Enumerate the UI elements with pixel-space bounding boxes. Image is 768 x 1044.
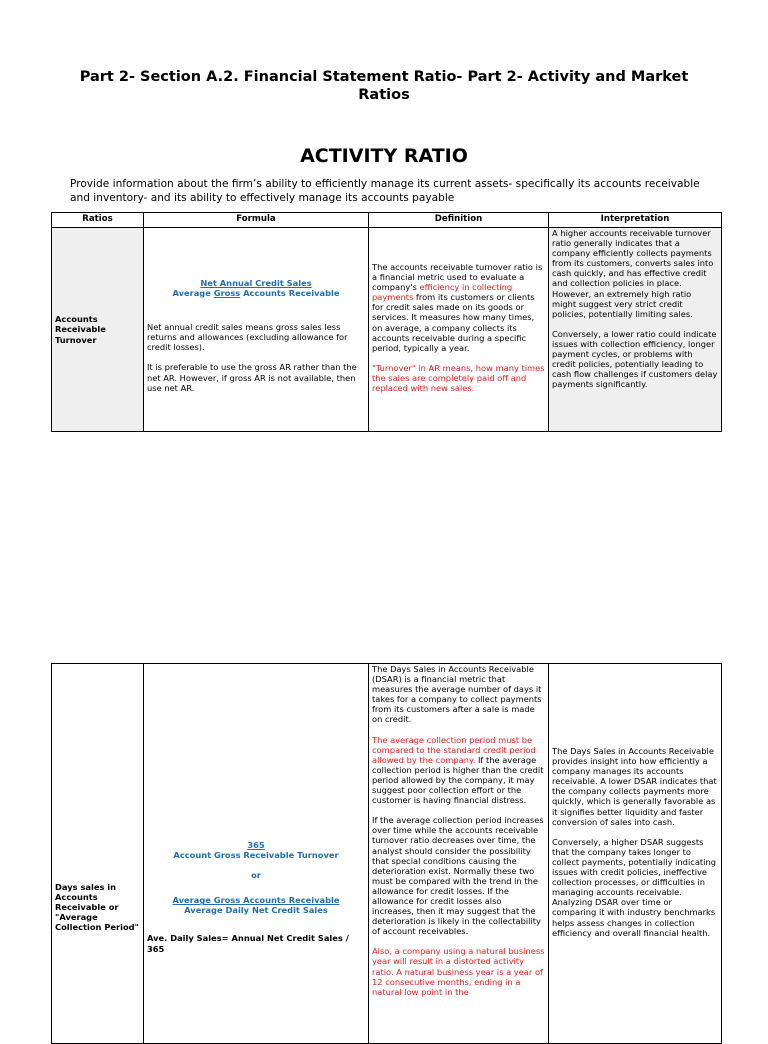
formula-numerator: Net Annual Credit Sales [200,278,312,288]
formula-cell [144,664,369,1044]
formula-note: Net annual credit sales means gross sales less returns and allowances (excluding allowance for credit losses). [147,322,348,353]
ratio-name [52,664,144,1044]
definition-text: The accounts receivable turnover ratio is a financial metric used to evaluate a company's efficiency in collecting payments from its customers or clients for credit sales made on its goods or services. It measures how many times, on average, a company collects its accounts receivable during a specific period, typically a year. [372,262,543,353]
header-definition: Definition [369,213,549,228]
header-formula: Formula [144,213,369,228]
formula-numerator: 365 [247,840,265,850]
definition-cell [369,664,549,1044]
formula [147,840,365,915]
ratio-name [52,228,144,432]
formula-or: or [251,870,261,881]
definition-note: "Turnover" in AR means, how many times the sales are completely paid off and replaced with new sales. [372,362,545,394]
header-ratios: Ratios [52,213,144,228]
interpretation-cell [549,664,722,1044]
definition-text: The Days Sales in Accounts Receivable (DSAR) is a financial metric that measures the average number of days it takes for a company to collect payments from its customers after a sale is made on credit. [372,664,542,725]
formula-numerator: Average Gross Accounts Receivable [172,895,340,906]
intro-paragraph: Provide information about the firm’s ability to efficiently manage its current assets- specifically its accounts receivable and inventory- and its ability to effectively manage its accounts payable [70,178,700,204]
ratio-label: Days sales in Accounts Receivable or "Average Collection Period" [55,882,139,933]
interpretation-text: A higher accounts receivable turnover ratio generally indicates that a company efficiently collects payments from its customers, converts sales into cash quickly, and has effective credit and collection policies in place. However, an extremely high ratio might suggest very strict credit policies, potentially limiting sales. [552,228,714,319]
formula-denominator: Average Gross Accounts Receivable [172,288,340,299]
formula-note: Ave. Daily Sales= Annual Net Credit Sales / 365 [147,933,349,954]
definition-cell [369,228,549,432]
interpretation-text: Conversely, a lower ratio could indicate issues with collection efficiency, longer payment cycles, or problems with credit policies, potentially leading to cash flow challenges if customers delay payments significantly. [552,328,718,390]
ar-turnover-table [51,212,722,432]
formula-note: It is preferable to use the gross AR rather than the net AR. However, if gross AR is not available, then use net AR. [147,362,357,393]
table-header-row [52,213,722,228]
interpretation-text: Conversely, a higher DSAR suggests that the company takes longer to collect payments, potentially indicating issues with credit policies, ineffective collection processes, or difficulties in managing accounts receivable. Analyzing DSAR over time or comparing it with industry benchmarks helps assess changes in collection efficiency and overall financial health. [552,836,716,938]
formula [147,278,365,298]
formula-denominator: Account Gross Receivable Turnover [173,850,339,861]
formula-denominator: Average Daily Net Credit Sales [184,905,328,916]
table-row [52,664,722,1044]
interpretation-text: The Days Sales in Accounts Receivable provides insight into how efficiently a company manages its accounts receivable. A lower DSAR indicates that the company collects payments more quickly, which is generally favorable as it signifies better liquidity and faster conversion of sales into cash. [552,746,717,827]
page-title: Part 2- Section A.2. Financial Statement Ratio- Part 2- Activity and Market Ratios [79,69,689,103]
ratio-label: Accounts Receivable Turnover [55,314,106,345]
section-heading: ACTIVITY RATIO [300,145,468,167]
dsar-table [51,663,722,1044]
definition-text: If the average collection period increases over time while the accounts receivable turnover ratio decreases over time, the analyst should consider the possibility that special conditions causing the deterioration exist. Normally these two must be compared with the trend in the allowance for credit losses. If the allowance for credit losses also increases, then it may suggest that the deterioration is likely in the collectability of account receivables. [372,815,544,937]
table-row [52,228,722,432]
header-interpretation: Interpretation [549,213,722,228]
interpretation-cell [549,228,722,432]
definition-text: The average collection period must be compared to the standard credit period allowed by the company. If the average collection period is higher than the credit period allowed by the company, it may suggest poor collection effort or the customer is having financial distress. [372,734,544,806]
definition-note: Also, a company using a natural business year will result in a distorted activity ratio. A natural business year is a year of 12 consecutive months, ending in a natural low point in the [372,946,545,997]
formula-cell [144,228,369,432]
